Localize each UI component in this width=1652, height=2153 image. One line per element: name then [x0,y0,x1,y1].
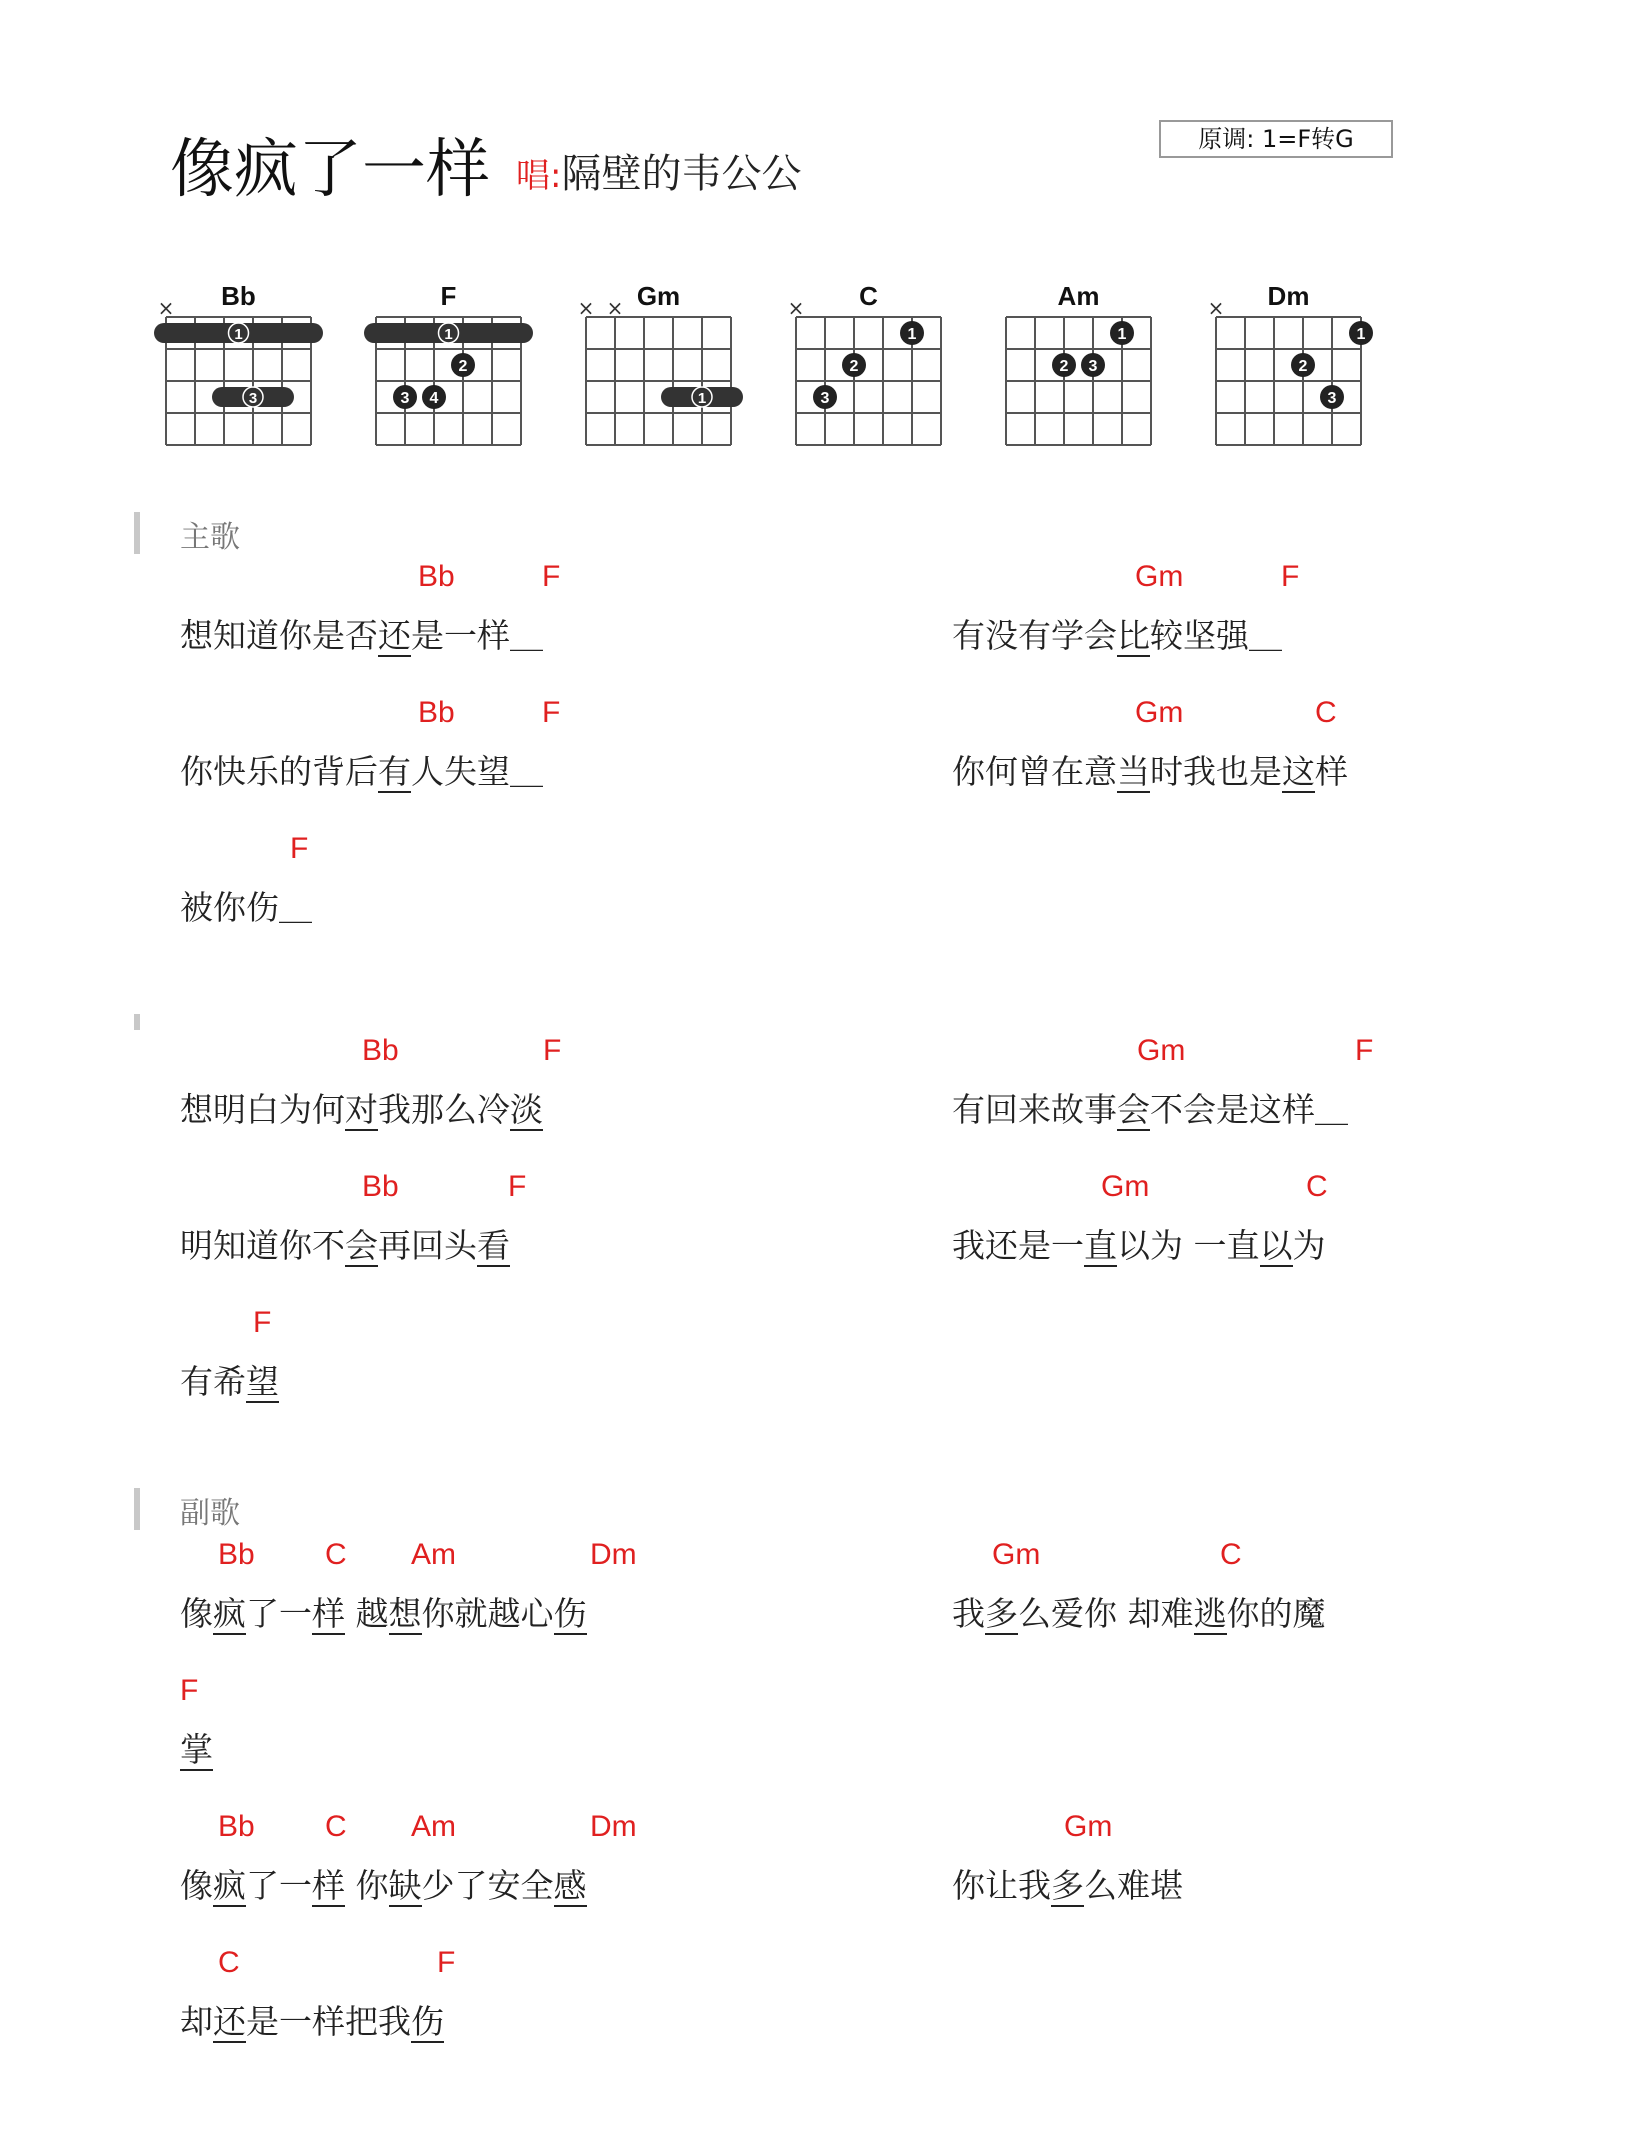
finger-number: 1 [234,326,243,343]
chord-label: Gm [1135,696,1184,729]
lyric-segment: 我 [952,1594,985,1633]
finger-number: 2 [1059,358,1069,375]
lyric-segment: 是一样把我 [246,2002,411,2041]
lyric-text [952,610,1282,657]
chord-label: Bb [362,1170,399,1203]
lyric-segment: 像 [180,1594,213,1633]
chord-label: C [1315,696,1337,729]
chord-label: Gm [1064,1810,1113,1843]
finger-number: 2 [1298,358,1308,375]
stressed-syllable: 多 [985,1594,1018,1633]
chord-diagram-name: F [440,281,457,311]
lyric-line [180,1674,880,1809]
lyric-segment: 你就越心 [421,1594,554,1633]
stressed-syllable: 这 [1282,752,1315,791]
lyric-segment: 少了安全 [421,1866,554,1905]
finger-number: 2 [849,358,859,375]
lyric-text [180,746,543,793]
chord-label: Dm [590,1538,637,1571]
lyric-line [180,1034,880,1169]
section-marker-verse [134,512,140,554]
lyric-line [180,832,880,967]
lyric-text [180,1220,510,1267]
chord-label: Dm [590,1810,637,1843]
lyric-segment: ＿ [1315,1090,1348,1129]
chord-diagram-gm [577,275,750,460]
stressed-syllable: 样 [312,1594,345,1633]
lyric-segment: 了一 [246,1594,312,1633]
stressed-syllable: 以 [1259,1226,1293,1265]
lyric-line [180,1170,880,1305]
lyric-text [180,610,543,657]
lyric-text [180,1724,213,1771]
chord-label: Am [411,1810,456,1843]
chord-label: Bb [218,1538,255,1571]
lyric-segment: 越 [345,1594,389,1633]
finger-number: 3 [820,390,830,407]
lyric-segment: 时我也是 [1150,752,1282,791]
finger-number: 1 [1117,326,1127,343]
stressed-syllable: 还 [213,2002,246,2041]
finger-number: 1 [1356,326,1366,343]
stressed-syllable: 想 [388,1594,422,1633]
lyric-line [952,696,1652,831]
chord-label: Gm [1137,1034,1186,1067]
stressed-syllable: 疯 [213,1594,246,1633]
lyric-text [952,1220,1326,1267]
chord-label: F [508,1170,527,1203]
lyric-text [952,1860,1183,1907]
lyric-segment: 人失望 [411,752,510,791]
finger-number: 3 [1088,358,1098,375]
lyric-segment: 较坚强 [1150,616,1249,655]
lyric-segment: 是一样 [411,616,510,655]
chord-label: C [325,1538,347,1571]
lyric-segment: 样 [1315,752,1348,791]
chord-diagram-dm [1207,275,1380,460]
lyric-line [180,696,880,831]
original-key-box: 原调: 1=F转G [1159,120,1393,158]
chord-label: F [542,560,561,593]
stressed-syllable: 淡 [510,1090,543,1129]
stressed-syllable: 样 [312,1866,345,1905]
lyric-line [952,1034,1652,1169]
finger-number: 4 [429,390,439,407]
mute-marker-icon: × [577,296,595,320]
chord-label: Bb [418,560,455,593]
stressed-syllable: 会 [1117,1090,1150,1129]
chord-diagram-name: Am [1057,281,1100,311]
lyric-segment: 你让我 [952,1866,1051,1905]
section-label-verse: 主歌 [180,520,240,555]
lyric-segment: ＿ [1249,616,1282,655]
chord-label: F [1355,1034,1374,1067]
lyric-segment: 我还是一 [952,1226,1084,1265]
chord-label: C [325,1810,347,1843]
lyric-segment: 为 [1292,1226,1326,1265]
chord-diagram-f [370,275,540,460]
mute-marker-icon: × [606,296,624,320]
stressed-syllable: 多 [1051,1866,1084,1905]
lyric-segment: 像 [180,1866,213,1905]
stressed-syllable: 缺 [388,1866,422,1905]
chord-label: F [253,1306,272,1339]
lyric-text [180,1084,543,1131]
lyric-segment: 你快乐的背后 [180,752,378,791]
lyric-text [180,1860,587,1907]
chord-diagram-am [1000,275,1170,460]
chord-diagram-bb [157,275,330,460]
lyric-segment: 有没有学会 [952,616,1117,655]
lyric-line [952,560,1652,695]
lyric-line [952,1538,1652,1673]
finger-number: 3 [248,390,258,407]
lyric-segment: 想明白为何 [180,1090,345,1129]
stressed-syllable: 感 [553,1866,587,1905]
finger-number: 2 [458,358,468,375]
chord-label: Am [411,1538,456,1571]
lyric-text [180,1356,279,1403]
singer-prefix: 唱: [516,156,562,196]
chord-label: Gm [1101,1170,1150,1203]
lyric-segment: 你 [345,1866,389,1905]
lyric-segment: 你的魔 [1226,1594,1326,1633]
section-marker-chorus [134,1488,140,1530]
stressed-syllable: 当 [1117,752,1150,791]
lyric-segment: 想知道你是否 [180,616,378,655]
chord-label: C [1220,1538,1242,1571]
lyric-segment: 再回头 [378,1226,477,1265]
finger-number: 1 [697,390,707,407]
lyric-segment: 我那么冷 [378,1090,510,1129]
lyric-text [952,1588,1326,1635]
chord-label: F [543,1034,562,1067]
lyric-text [180,1588,587,1635]
mute-marker-icon: × [787,296,805,320]
song-title: 像疯了一样 [170,133,490,207]
finger-number: 3 [1327,390,1337,407]
section-marker-verse-2 [134,1014,140,1030]
lyric-segment: 以为 一直 [1117,1226,1260,1265]
chord-label: F [290,832,309,865]
lyric-segment: 么难堪 [1084,1866,1183,1905]
chord-label: F [437,1946,456,1979]
chord-diagram-name: Dm [1267,281,1310,311]
lyric-line [180,1946,880,2081]
lyric-segment: 不会是这样 [1150,1090,1315,1129]
lyric-text [180,1996,444,2043]
chord-label: Gm [1135,560,1184,593]
chord-label: Gm [992,1538,1041,1571]
stressed-syllable: 有 [378,752,411,791]
lyric-segment: 有希 [180,1362,246,1401]
stressed-syllable: 比 [1117,616,1150,655]
lyric-segment: 却 [180,2002,213,2041]
lyric-segment: 被你伤 [180,888,279,927]
stressed-syllable: 伤 [553,1594,587,1633]
lyric-segment: 了一 [246,1866,312,1905]
chord-label: F [542,696,561,729]
lyric-line [180,560,880,695]
singer-name: 隔壁的韦公公 [561,151,802,197]
lyric-segment: 你何曾在意 [952,752,1117,791]
finger-number: 1 [907,326,917,343]
chord-label: F [1281,560,1300,593]
stressed-syllable: 会 [345,1226,378,1265]
chord-diagram-name: Bb [221,281,256,311]
section-label-chorus: 副歌 [180,1496,240,1531]
lyric-line [952,1810,1652,1945]
lyric-text [952,1084,1348,1131]
lyric-segment: 明知道你不 [180,1226,345,1265]
lyric-segment: ＿ [510,752,543,791]
chord-label: F [180,1674,199,1707]
finger-number: 1 [444,326,453,343]
stressed-syllable: 还 [378,616,411,655]
singer-credit [516,142,801,199]
lyric-text [180,882,312,929]
chord-label: C [218,1946,240,1979]
lyric-segment: 有回来故事 [952,1090,1117,1129]
stressed-syllable: 对 [345,1090,378,1129]
chord-label: Bb [218,1810,255,1843]
stressed-syllable: 掌 [180,1730,213,1769]
stressed-syllable: 望 [246,1362,279,1401]
mute-marker-icon: × [157,296,175,320]
stressed-syllable: 直 [1084,1226,1117,1265]
stressed-syllable: 逃 [1193,1594,1227,1633]
chord-label: C [1306,1170,1328,1203]
chord-diagram-c [787,275,960,460]
lyric-line [180,1538,880,1673]
lyric-segment: ＿ [279,888,312,927]
chord-label: Bb [362,1034,399,1067]
stressed-syllable: 疯 [213,1866,246,1905]
mute-marker-icon: × [1207,296,1225,320]
finger-number: 3 [400,390,410,407]
lyric-text [952,746,1348,793]
chord-diagram-name: Gm [636,281,681,311]
chord-label: Bb [418,696,455,729]
lyric-segment: ＿ [510,616,543,655]
lyric-line [180,1810,880,1945]
stressed-syllable: 伤 [411,2002,444,2041]
lyric-line [180,1306,880,1441]
lyric-segment: 么爱你 却难 [1018,1594,1194,1633]
stressed-syllable: 看 [477,1226,510,1265]
lyric-line [952,1170,1652,1305]
chord-diagram-name: C [859,281,878,311]
